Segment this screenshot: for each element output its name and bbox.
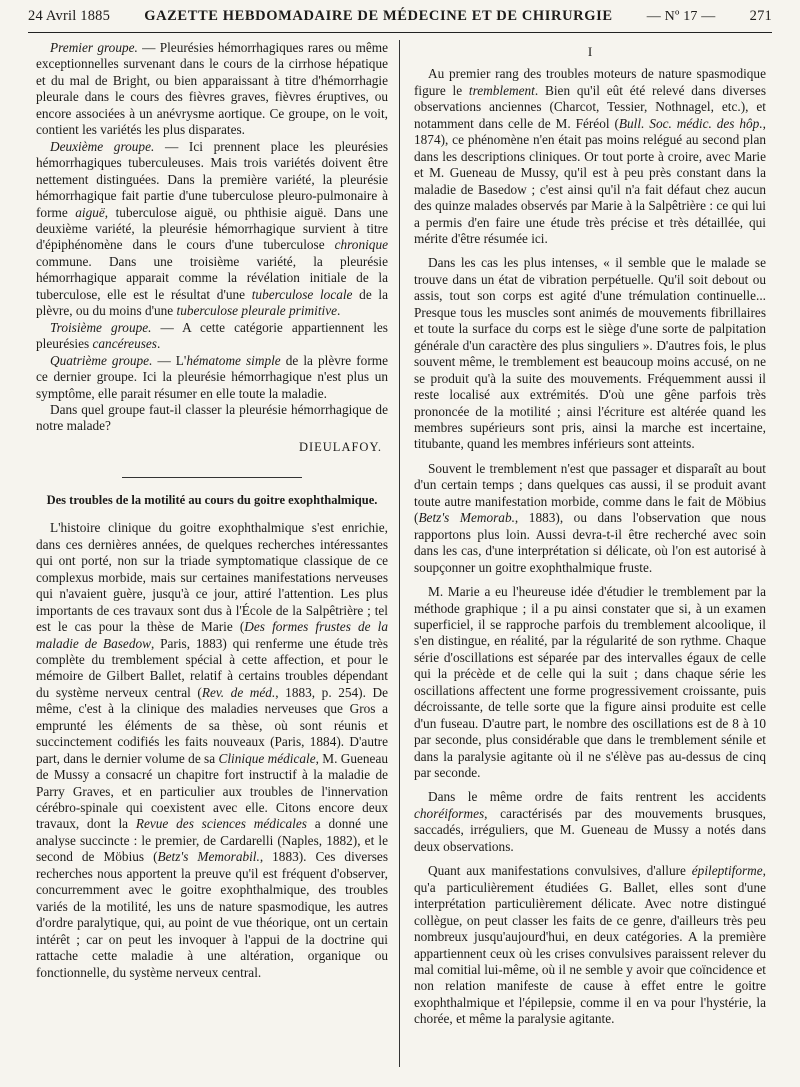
italic-term: épileptiforme [691,863,763,879]
paragraph-cas-intenses: Dans les cas les plus intenses, « il semble que le malade se trouve dans un état de vibration perpétuelle. Qu'il soit debout ou assis, tout son corps est agité d'une trémulation continuelle... Presque tous les muscles sont animés de mouvements fibrillaires et toute la surface du corps est le siège d'une sorte de palpitation générale d'un caractère des plus singuliers ». D'autres fois, le plus souvent même, le tremblement est beaucoup moins accusé, on ne se produit qu'à la suite des mouvements. Fréquemment aussi il reste localisé aux extrémités. D'où une gêne parfois très prononcée de la motilité ; ainsi l'écriture est altérée quand les membres supérieurs sont pris, ainsi la marche est incertaine, titubante, quand les membres inférieurs sont atteints. [414,255,766,452]
paragraph-text: — Ici prennent place les pleurésies hémorrhagiques tuberculeuses. Mais trois variétés doivent être nettement distinguées. Dans la première variété, la pleurésie hémorrhagique fait partie d'une tuberculose pleuro-pulmonaire à forme [36,138,388,220]
italic-term: tuberculose locale [251,286,353,302]
italic-term: tremblement [468,82,535,98]
section-numeral: I [587,44,593,59]
page-number: 271 [749,8,772,24]
paragraph-methode-graphique: M. Marie a eu l'heureuse idée d'étudier le tremblement par la méthode graphique ; il a pu ainsi constater que si, à un examen superficiel, il se rapproche parfois du tremblement alcoolique, il s'en distingue, en réalité, par la régularité de son rythme. Chaque série d'oscillations est séparée par des intervalles égaux de celle qui la précède et de celle qui la suit ; dans chaque série les oscillations affectent une forme progressivement croissante, puis décroissante, de telle sorte que la figure ainsi produite est celle d'un fuseau. D'autre part, le nombre des oscillations est de 8 à 10 par seconde, plus considérable que dans le tremblement sénile et dans la paralysie agitante où il ne s'élève pas au-dessus de cinq par seconde. [414,584,766,781]
paragraph-premier-groupe [36,40,388,139]
paragraph-text: Au premier rang des troubles moteurs de nature spasmodique figure le [414,66,766,98]
paragraph-text: . [337,303,341,319]
paragraph-text: . Bien qu'il eût été relevé dans diverses observations anciennes (Charcot, Tessier, Nothnagel, etc.), et notamment dans celle de M. Féréol ( [414,82,766,131]
left-column [36,40,388,1069]
italic-term: Bull. Soc. médic. des hôp. [618,115,763,131]
header-date: 24 Avril 1885 [28,8,111,24]
paragraph-deuxieme-groupe [36,139,388,320]
paragraph-introduction [36,520,388,981]
paragraph-gap [414,247,766,255]
italic-term: Rev. de méd. [201,684,276,700]
paragraph-text: de la plèvre forme ce dernier groupe. Ici la pleurésie hémorrhagique n'est plus un symptôme, elle parait résumer en elle toute la maladie. [36,352,388,401]
paragraph-text: Souvent le tremblement n'est que passager et disparaît au bout d'un certain temps ; dans quelques cas aussi, il se produit avant toute autre manifestation morbide, comme dans le fait de Möbius ( [414,460,766,526]
paragraph-question: Dans quel groupe faut-il classer la pleurésie hémorrhagique de notre malade? [36,401,388,434]
italic-term: hématome simple [186,352,281,368]
group-label: Premier groupe. [50,40,138,55]
paragraph-text: L'histoire clinique du goitre exophthalmique s'est enrichie, dans ces dernières années, de quelques recherches intéressantes qui ont porté, non sur la triade symptomatique classique de ce complexus morbide, mais sur certaines manifestations nerveuses qui n'avaient guère, jusqu'à ce jour, attiré l'attention. Les plus importants de ces travaux sont dus à l'École de la Salpêtrière ; tel est le cas pour la thèse de Marie ( [36,520,388,635]
italic-term: cancéreuses [92,336,157,352]
paragraph-text: , 1883, p. 254). De même, c'est à la clinique des maladies nerveuses que Gros a emprunté les éléments de sa thèse, où sont réunis et succinctement codifiés les faits nouveaux (Paris, 1884). D'autre part, dans le dernier volume de sa [36,684,388,766]
italic-term: chronique [334,237,388,253]
paragraph-text: de la plèvre, ou du moins d'une [36,286,388,319]
right-column [414,40,766,1069]
article-title: Des troubles de la motilité au cours du goitre exophthalmique. [46,493,378,508]
paragraph-choreiformes [414,789,766,855]
paragraph-text: — Pleurésies hémorrhagiques rares ou même exceptionnelles survenant dans le cours de la cirrhose hépatique et du mal de Bright, ou bien apparaissant à titre d'hémorrhagie pleurale dans le cours des fièvres graves, fièvres éruptives, ou encore associées à un anévrysme aortique. Ce groupe, on le voit, contient les variétés les plus disparates. [36,40,388,138]
paragraph-text: , M. Gueneau de Mussy a consacré un chapitre fort instructif à la maladie de Parry Graves, et en particulier aux troubles de l'innervation cérébro-spinale qui coexistent avec elle. Citons encore deux travaux, dont la [36,750,388,832]
running-header [28,8,772,33]
paragraph-gap [414,453,766,461]
italic-term: Des formes frustes de la maladie de Basedow [36,619,388,651]
paragraph-convulsives [414,863,766,1028]
author-signature: DIEULAFOY. [298,439,382,454]
paragraph-text: a donné une analyse succincte : le premier, de Cardarelli (Naples, 1882), et le second de Möbius ( [36,816,388,865]
group-label: Troisième groupe. [50,319,152,335]
paragraph-text: Quant aux manifestations convulsives, d'allure [428,863,692,879]
italic-term: Betz's Memorabil. [157,849,260,865]
paragraph-text: , 1874), ce phénomène n'en était pas moins relégué au second plan dans les descriptions cliniques. Or tout porte à croire, avec Marie et M. Gueneau de Mussy, qu'il est à peu près constant dans la maladie de Basedow ; c'est ainsi qu'il n'a fait défaut chez aucun des quinze malades observés par Marie à la Salpêtrière : ce qui lui a permis d'en faire une étude très précise et très détaillée, qui mérite d'être résumée ici. [414,115,766,246]
italic-term: tuberculose pleurale primitive [176,303,338,319]
paragraph-text: — L' [152,352,187,368]
paragraph-text: , 1883), ou dans l'observation que nous rapportons plus loin. Aussi devra-t-il être recherché avec soin dans les cas, d'une interprétation si délicate, où l'on est autorisé à soupçonner un goitre exophthalmique fruste. [414,510,766,575]
paragraph-text: commune. Dans une troisième variété, la pleurésie hémorrhagique apparait comme la révélation initiale de la tuberculose, elle est le résultat d'une [36,253,388,302]
group-label: Quatrième groupe. [50,352,153,368]
italic-term: aiguë [75,204,105,220]
paragraph-gap [414,781,766,789]
italic-term: choréiformes [414,805,485,821]
paragraph-tremblement [414,66,766,247]
paragraph-passager [414,461,766,576]
journal-title: GAZETTE HEBDOMADAIRE DE MÉDECINE ET DE CHIRURGIE [144,8,613,24]
paragraph-troisieme-groupe [36,320,388,353]
paragraph-text: — A cette catégorie appartiennent les pleurésies [36,319,388,352]
issue-number: — Nº 17 — [646,9,716,24]
paragraph-text: , caractérisés par des mouvements brusques, saccadés, irréguliers, que M. Gueneau de Mussy a notés dans deux observations. [414,805,766,854]
italic-term: Betz's Memorab. [418,510,515,526]
section-divider [122,477,302,478]
paragraph-text: , 1883). Ces diverses recherches nous apportent la preuve qu'il est fréquent d'observer, concurremment avec le goitre exophthalmique, des troubles variés de la motilité, les uns de nature spasmodique, les autres d'ordre paralytique, qui, au point de vue théorique, ont un certain intérêt ; car on peut les invoquer à l'appui de la doctrine qui rattache cette maladie à une altération, organique ou fonctionnelle, du système nerveux central. [36,849,388,980]
group-label: Deuxième groupe. [50,138,155,154]
italic-term: Clinique médicale [218,750,316,766]
paragraph-quatrieme-groupe [36,353,388,402]
paragraph-text: , qu'a particulièrement étudiées G. Ballet, elles sont d'une interprétation particulièrement délicate. Avec notre distingué collègue, on peut classer les faits de ce genre, d'ailleurs très peu nombreux jusqu'aujourd'hui, en deux catégories. A la première appartiennent ceux où les crises convulsives paraissent relever du mal comitial lui-même, où il ne semble y avoir que coïncidence et non relation manifeste de cause à effet entre le goitre exophthalmique et l'épilepsie, comme il en va pour l'hystérie, la chorée, et même la paralysie agitante. [414,863,766,1027]
paragraph-text: Dans le même ordre de faits rentrent les accidents [428,789,766,805]
paragraph-text: , Paris, 1883) qui renferme une étude très complète du tremblement spécial à cette affection, et pour le mémoire de Gilbert Ballet, relatif à certains troubles dépendant du système nerveux central ( [36,635,388,700]
column-rule [399,40,400,1067]
paragraph-gap [414,576,766,584]
paragraph-text: , tuberculose aiguë, ou phthisie aiguë. Dans une deuxième variété, la pleurésie hémorrhagique survient à titre d'épiphénomène dans le cours d'une tuberculose [36,204,388,253]
italic-term: Revue des sciences médicales [135,816,307,832]
paragraph-gap [414,855,766,863]
paragraph-text: . [157,336,161,352]
